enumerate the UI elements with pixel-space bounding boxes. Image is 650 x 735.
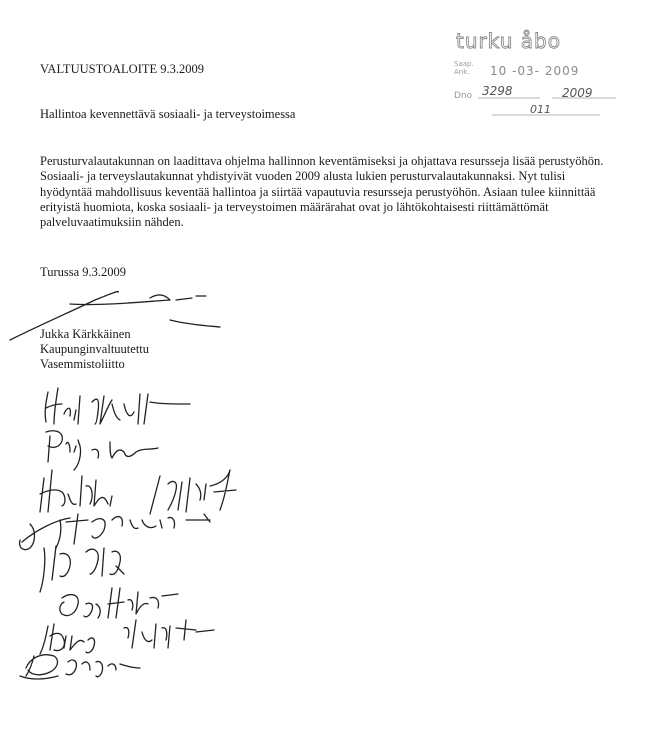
stamp-date: 10 -03- 2009: [490, 64, 580, 78]
author-name: Jukka Kärkkäinen: [40, 327, 131, 341]
signature-1: [45, 388, 190, 424]
signature-2: [46, 431, 158, 470]
stamp-logo: turku åbo: [456, 29, 561, 53]
stamp-saap-label: Saap.: [454, 60, 474, 68]
document-body: Perusturvalautakunnan on laadittava ohjelma hallinnon keventämiseksi ja ohjattava resursseja lisää perustyöhön. Sosiaali- ja terveyslautakunnat yhdistyivät vuoden 2009 alusta lukien perusturvalautakunnaksi. Nyt tulisi hyödyntää mahdollisuus keventää hallintoa ja siirtää vapautuvia resursseja perustyöhön. Asiaan tulee kiinnittää erityistä huomiota, koska sosiaali- ja terveystoimen määrärahat ovat jo lähtökohtaisesti riittämättömät palveluvaatimuksiin nähden.: [40, 154, 604, 230]
signature-3: [40, 470, 236, 514]
author-party: Vasemmistoliitto: [40, 357, 125, 371]
signature-5: [40, 546, 124, 592]
signature-7: [40, 620, 214, 654]
place-date: Turussa 9.3.2009: [40, 265, 127, 279]
stamp-dno-sub: 011: [530, 103, 551, 116]
stamp-dno-label: Dno: [454, 91, 473, 101]
signature-8: [20, 655, 140, 679]
stamp-dno-year: 2009: [562, 86, 593, 100]
document-heading: VALTUUSTOALOITE 9.3.2009: [40, 62, 205, 76]
signature-4: [20, 514, 210, 550]
stamp-dno-number: 3298: [482, 84, 513, 98]
signature-6: [60, 588, 178, 618]
document-subject: Hallintoa kevennettävä sosiaali- ja terveystoimessa: [40, 107, 296, 121]
author-block: [40, 327, 149, 372]
received-stamp: [430, 28, 630, 128]
stamp-ank-label: Ank.: [454, 68, 470, 76]
author-title: Kaupunginvaltuutettu: [40, 342, 150, 356]
